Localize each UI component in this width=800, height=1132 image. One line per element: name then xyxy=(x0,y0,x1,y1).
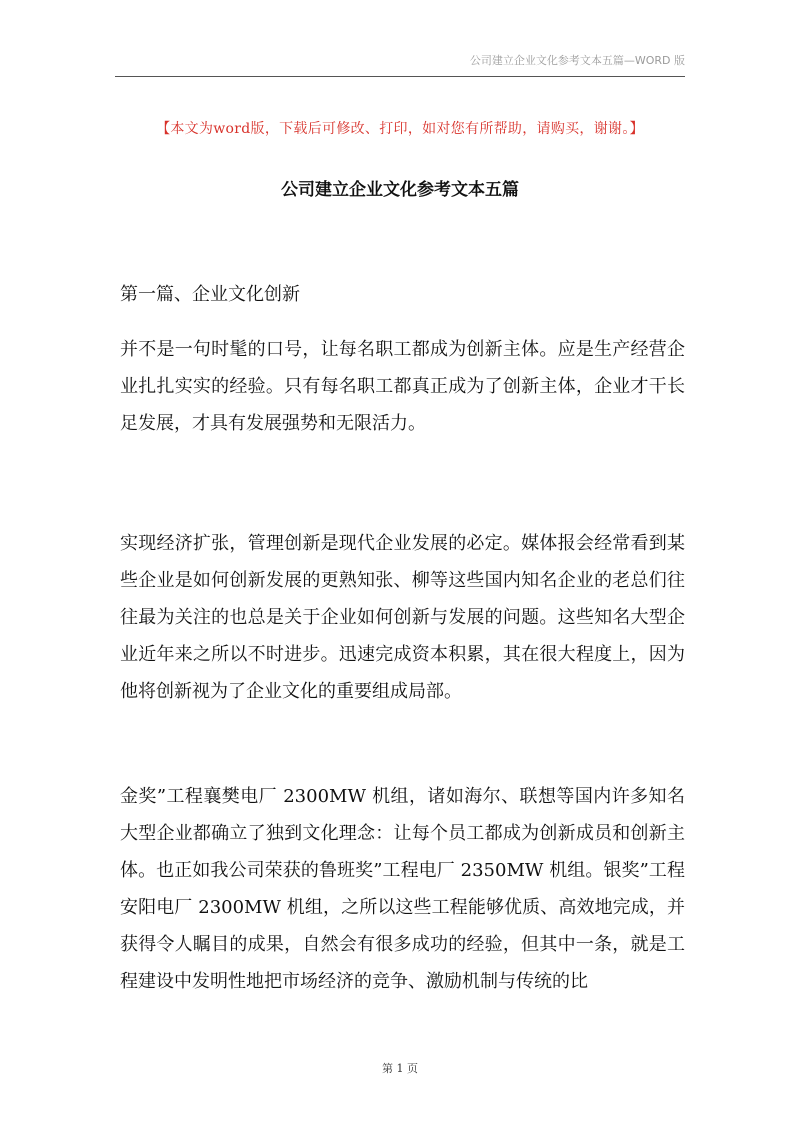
document-title: 公司建立企业文化参考文本五篇 xyxy=(281,180,519,200)
paragraph-3: 金奖”工程襄樊电厂 2300MW 机组，诸如海尔、联想等国内许多知名大型企业都确立了独到文化理念：让每个员工都成为创新成员和创新主体。也正如我公司荣获的鲁班奖”工程电厂 2350MW 机组。银奖”工程安阳电厂 2300MW 机组，之所以这些工程能够优质、高效地完成，并获得令人瞩目的成果，自然会有很多成功的经验，但其中一条，就是工程建设中发明性地把市场经济的竞争、激励机制与传统的比 xyxy=(120,786,685,992)
paragraph-2: 实现经济扩张，管理创新是现代企业发展的必定。媒体报会经常看到某些企业是如何创新发展的更熟知张、柳等这些国内知名企业的老总们往往最为关注的也总是关于企业如何创新与发展的问题。这些知名大型企业近年来之所以不时进步。迅速完成资本积累，其在很大程度上，因为他将创新视为了企业文化的重要组成局部。 xyxy=(120,533,685,702)
section-heading: 第一篇、企业文化创新 xyxy=(120,284,300,305)
paragraph-1: 并不是一句时髦的口号，让每名职工都成为创新主体。应是生产经营企业扎扎实实的经验。只有每名职工都真正成为了创新主体，企业才干长足发展，才具有发展强势和无限活力。 xyxy=(120,339,685,434)
download-notice: 【本文为word版，下载后可修改、打印，如对您有所帮助，请购买，谢谢。】 xyxy=(156,121,644,137)
running-header: 公司建立企业文化参考文本五篇—WORD 版 xyxy=(469,54,685,67)
header-divider xyxy=(115,76,685,77)
page-number: 第 1 页 xyxy=(382,1062,418,1075)
